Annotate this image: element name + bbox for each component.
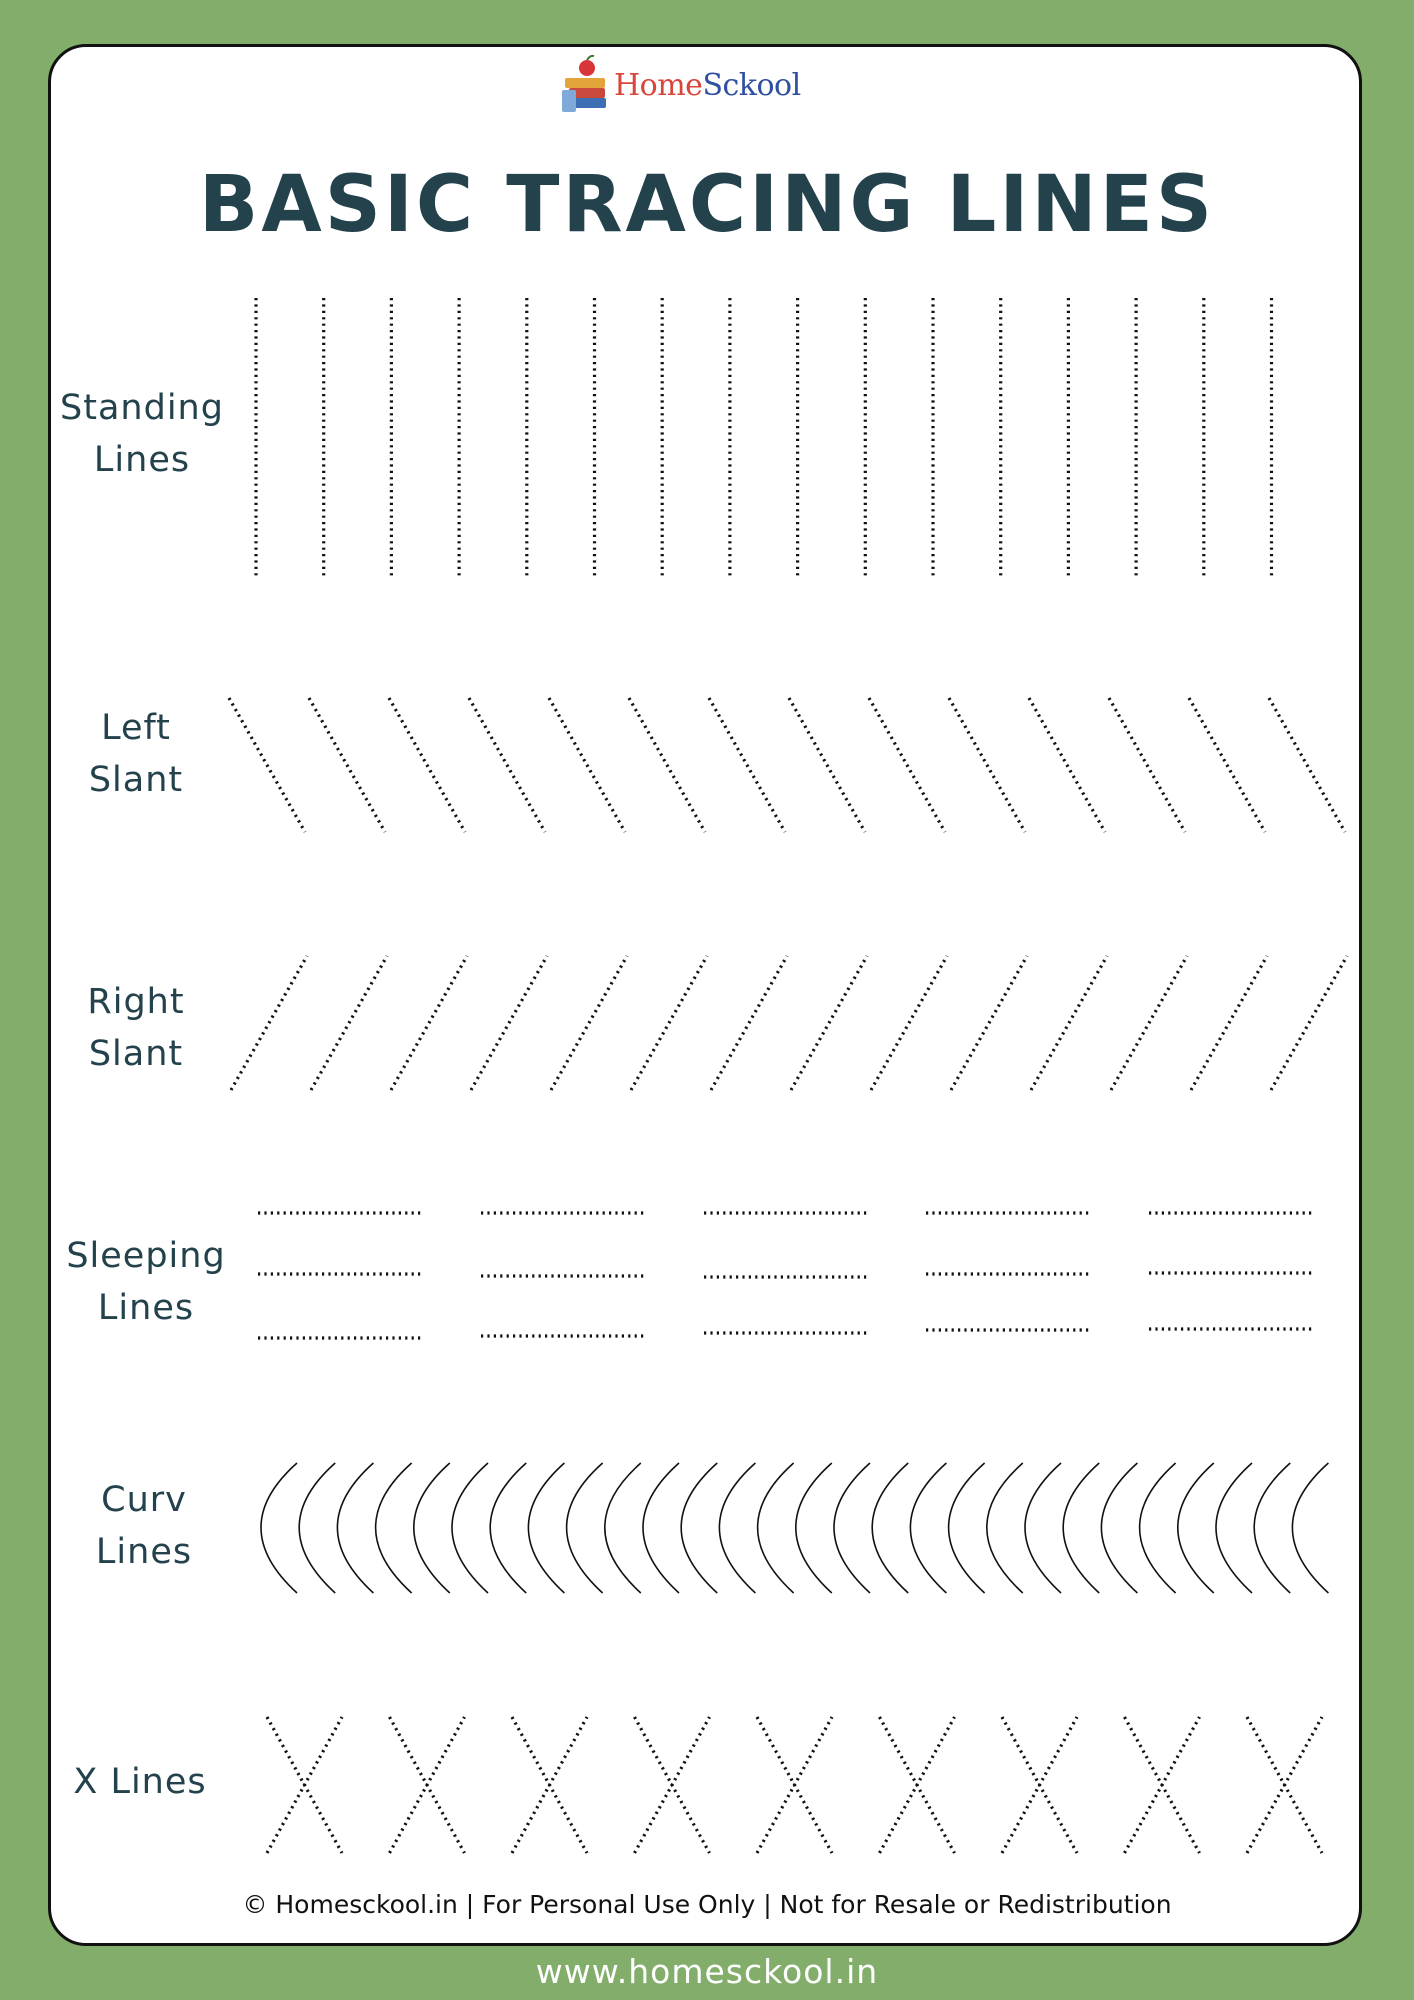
right-slant-line [631,956,707,1090]
left-slant-line [709,698,785,832]
curv-line [452,1463,488,1593]
right-slant-line [231,956,307,1090]
label-x-lines: X Lines [73,1762,207,1802]
logo-home-text: Home [614,68,703,103]
curv-line [337,1463,373,1593]
right-slant-line [1111,956,1187,1090]
curv-line [1254,1463,1290,1593]
curv-line [528,1463,564,1593]
curv-line [376,1463,412,1593]
curv-line [796,1463,832,1593]
x-line-stroke [1247,1717,1322,1853]
right-slant-line [711,956,787,1090]
curv-line [1216,1463,1252,1593]
curv-line [1025,1463,1061,1593]
x-line-stroke [1125,1717,1200,1853]
left-slant-line [309,698,385,832]
curv-line [299,1463,335,1593]
curv-line [681,1463,717,1593]
left-slant-line [549,698,625,832]
left-slant-line [629,698,705,832]
left-slant-line [1109,698,1185,832]
curv-line [1063,1463,1099,1593]
left-slant-line [389,698,465,832]
right-slant-line [1271,956,1347,1090]
right-slant-line [951,956,1027,1090]
right-slant-line [471,956,547,1090]
x-line-stroke [635,1717,710,1853]
curv-line [719,1463,755,1593]
right-slant-line [391,956,467,1090]
curv-line [1178,1463,1214,1593]
copyright-footer: © Homesckool.in | For Personal Use Only | Not for Resale or Redistribution [242,1890,1172,1919]
label-sleeping-lines: Sleeping Lines [66,1236,226,1328]
right-slant-line [871,956,947,1090]
logo-sckool-text: Sckool [702,68,801,103]
left-slant-line [949,698,1025,832]
curv-line [643,1463,679,1593]
right-slant-line [311,956,387,1090]
label-right-slant: Right Slant [87,982,185,1074]
left-slant-line [1269,698,1345,832]
x-line-stroke [267,1717,342,1853]
curv-line [567,1463,603,1593]
left-slant-line [789,698,865,832]
right-slant-line [791,956,867,1090]
label-standing-lines: Standing Lines [60,388,224,480]
curv-line [910,1463,946,1593]
curv-line [872,1463,908,1593]
curv-line [1101,1463,1137,1593]
curv-line [1292,1463,1328,1593]
left-slant-line [229,698,305,832]
label-curv-lines: Curv Lines [95,1480,193,1572]
label-left-slant: Left Slant [88,708,184,800]
x-line-stroke [390,1717,465,1853]
left-slant-line [1029,698,1105,832]
x-line-stroke [880,1717,955,1853]
curv-line [605,1463,641,1593]
left-slant-line [869,698,945,832]
curv-line [490,1463,526,1593]
curv-line [261,1463,297,1593]
curv-line [758,1463,794,1593]
right-slant-line [551,956,627,1090]
right-slant-line [1031,956,1107,1090]
x-line-stroke [757,1717,832,1853]
curv-line [987,1463,1023,1593]
curv-line [949,1463,985,1593]
website-url: www.homesckool.in [535,1952,879,1991]
curv-line [1140,1463,1176,1593]
curv-line [834,1463,870,1593]
x-line-stroke [512,1717,587,1853]
curv-line [414,1463,450,1593]
left-slant-line [469,698,545,832]
page-title: BASIC TRACING LINES [198,160,1216,250]
left-slant-line [1189,698,1265,832]
right-slant-line [1191,956,1267,1090]
x-line-stroke [1002,1717,1077,1853]
